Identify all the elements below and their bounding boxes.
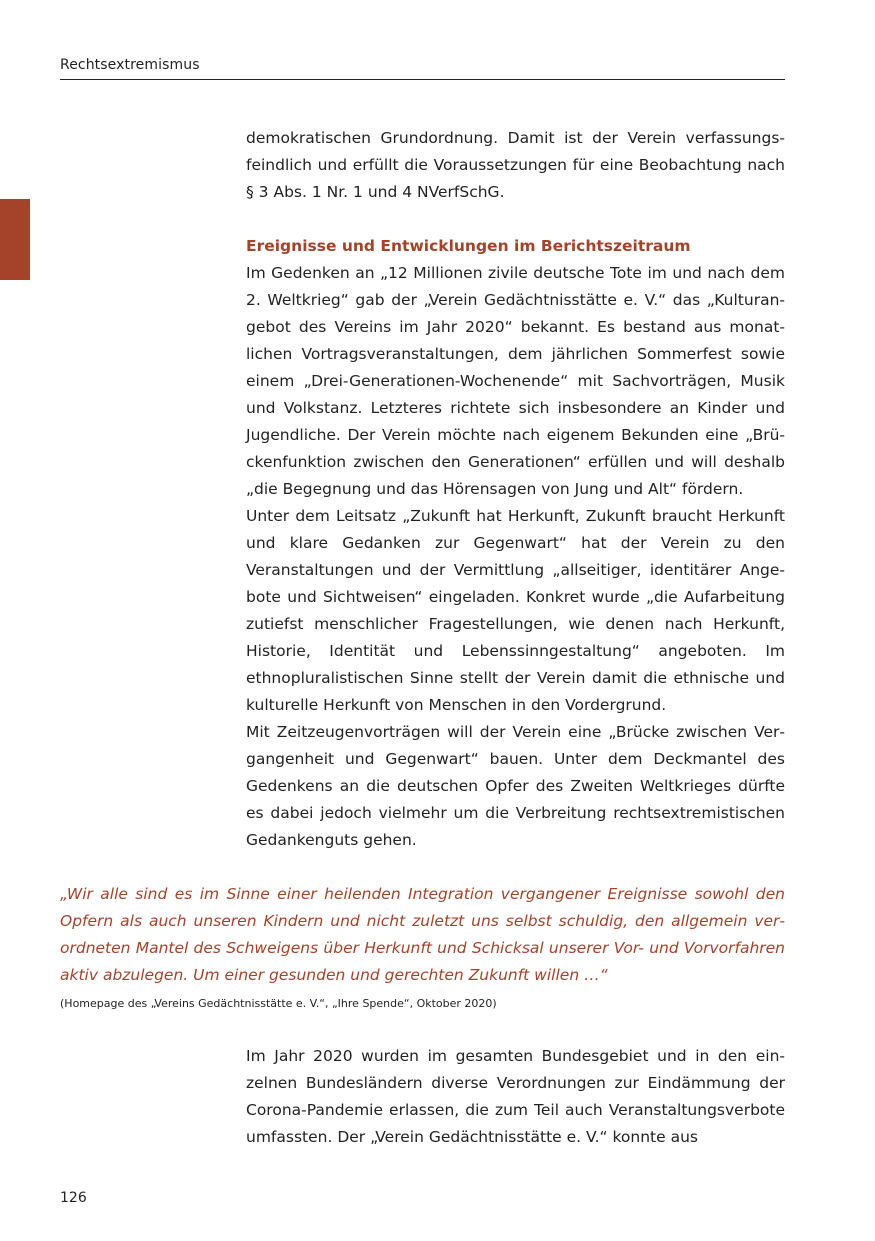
closing-block <box>246 1043 785 1151</box>
chapter-side-tab <box>0 199 30 280</box>
body-paragraph: Im Gedenken an „12 Millionen zivile deutsche Tote im und nach dem 2. Weltkrieg“ gab der „Verein Gedächtnisstätte e. V.“ das „Kulturangebot des Vereins im Jahr 2020“ bekannt. Es bestand aus monatlichen Vortragsveranstaltungen, dem jährlichen Sommerfest sowie einem „Drei-Generationen-Wochenende“ mit Sachvorträgen, Musik und Volkstanz. Letzteres richtete sich insbesondere an Kinder und Jugendliche. Der Verein möchte nach eigenem Bekunden eine „Brückenfunktion zwischen den Generationen“ erfüllen und will deshalb „die Begegnung und das Hörensagen von Jung und Alt“ fördern. <box>246 264 785 498</box>
header-rule <box>60 79 785 80</box>
pull-quote: „Wir alle sind es im Sinne einer heilenden Integration vergangener Ereignisse sowohl den Opfern als auch unseren Kindern und nicht zuletzt uns selbst schuldig, den allgemein verordneten Mantel des Schweigens über Herkunft und Schicksal unserer Vor- und Vorvorfahren aktiv abzulegen. Um einer gesunden und gerechten Zukunft willen …“ <box>60 885 785 984</box>
quote-source: (Homepage des „Vereins Gedächtnisstätte e. V.“, „Ihre Spende“, Oktober 2020) <box>60 997 497 1010</box>
intro-paragraph: demokratischen Grundordnung. Damit ist der Verein verfassungsfeindlich und erfüllt die Voraussetzungen für eine Beobachtung nach § 3 Abs. 1 Nr. 1 und 4 NVerfSchG. <box>246 129 785 201</box>
body-paragraph: Mit Zeitzeugenvorträgen will der Verein eine „Brücke zwischen Vergangenheit und Gegenwart“ bauen. Unter dem Deckmantel des Gedenkens an die deutschen Opfer des Zweiten Weltkrieges dürfte es dabei jedoch vielmehr um die Verbreitung rechtsextremistischen Gedankenguts gehen. <box>246 723 785 849</box>
closing-paragraph: Im Jahr 2020 wurden im gesamten Bundesgebiet und in den einzelnen Bundesländern diverse Verordnungen zur Eindämmung der Corona-Pandemie erlassen, die zum Teil auch Veranstaltungsverbote umfassten. Der „Verein Gedächtnisstätte e. V.“ konnte aus <box>246 1047 785 1146</box>
events-section <box>246 233 785 854</box>
body-paragraph: Unter dem Leitsatz „Zukunft hat Herkunft, Zukunft braucht Herkunft und klare Gedanken zur Gegenwart“ hat der Verein zu den Veranstaltungen und der Vermittlung „allseitiger, identitärer Angebote und Sichtweisen“ eingeladen. Konkret wurde „die Aufarbeitung zutiefst menschlicher Fragestellungen, wie denen nach Herkunft, Historie, Identität und Lebenssinngestaltung“ angeboten. Im ethnopluralistischen Sinne stellt der Verein damit die ethnische und kulturelle Herkunft von Menschen in den Vordergrund. <box>246 507 785 714</box>
page-number: 126 <box>60 1190 87 1206</box>
section-heading: Ereignisse und Entwicklungen im Berichtszeitraum <box>246 237 691 255</box>
running-header: Rechtsextremismus <box>60 57 200 73</box>
intro-block <box>246 125 785 206</box>
